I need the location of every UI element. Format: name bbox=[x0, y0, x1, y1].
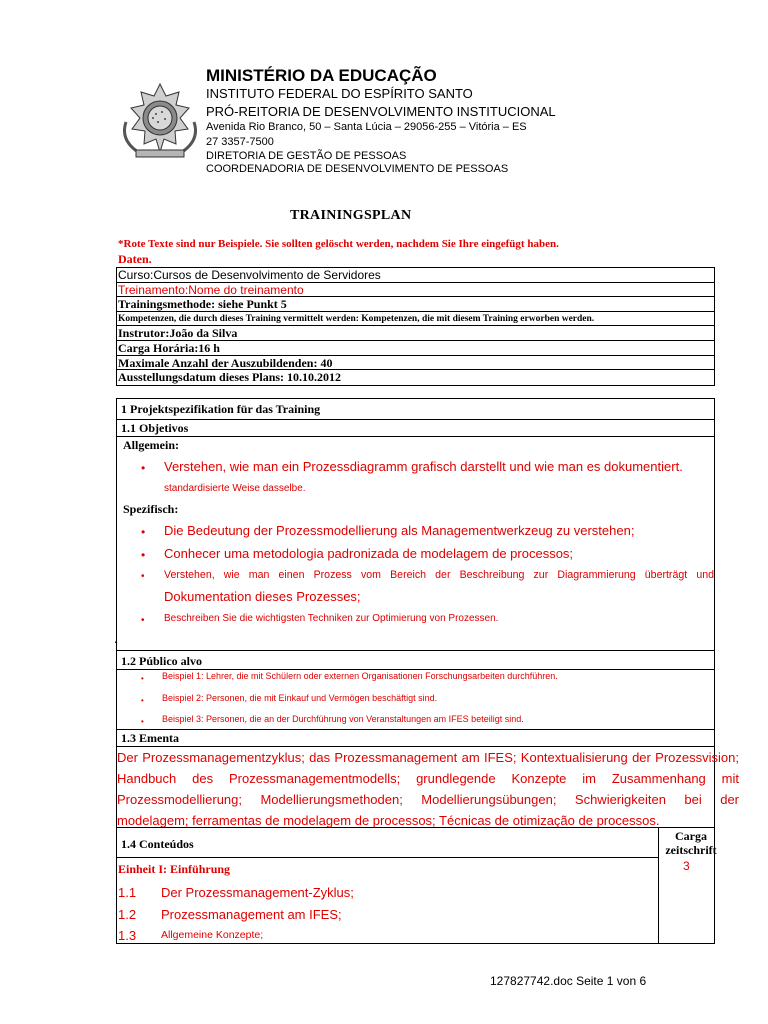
info-row-treinamento: Treinamento:Nome do treinamento bbox=[117, 283, 714, 298]
spec-table bbox=[116, 398, 739, 944]
info-row-carga: Carga Horária:16 h bbox=[117, 341, 714, 356]
content-number: 1.3 bbox=[118, 928, 137, 943]
coat-of-arms-icon bbox=[116, 82, 204, 164]
info-row-curso: Curso:Cursos de Desenvolvimento de Servidores bbox=[117, 268, 714, 283]
phone-line: 27 3357-7500 bbox=[206, 136, 274, 148]
spezifisch-item-3: Verstehen, wie man einen Prozess vom Bereich der Beschreibung zur Diagrammierung überträgt und bbox=[164, 569, 714, 581]
coordination-name: COORDENADORIA DE DESENVOLVIMENTO DE PESSOAS bbox=[206, 163, 509, 175]
allgemein-continuation: standardisierte Weise dasselbe. bbox=[164, 483, 306, 494]
einheit-heading: Einheit I: Einführung bbox=[118, 862, 231, 876]
directorate-name: DIRETORIA DE GESTÃO DE PESSOAS bbox=[206, 150, 407, 162]
ementa-text: Der Prozessmanagementzyklus; das Prozessmanagement am IFES; Kontextualisierung der Prozessvision; Handbuch des Prozessmanagementmodells; grundlegende Konzepte im Zusammenhang mit Prozessmodellierung; Modellierungsmethoden; Modellierungsübungen; Schwierigkeiten bei der modelagem; ferramentas de modelagem de processos; Técnicas de otimização de processos. bbox=[117, 750, 739, 828]
pro-rectorate-name: PRÓ-REITORIA DE DESENVOLVIMENTO INSTITUCIONAL bbox=[206, 104, 556, 119]
spezifisch-item-1: Die Bedeutung der Prozessmodellierung als Managementwerkzeug zu verstehen; bbox=[164, 523, 635, 538]
stray-bullet-mark: . bbox=[114, 632, 118, 647]
spezifisch-item-4: Beschreiben Sie die wichtigsten Techniken zur Optimierung von Prozessen. bbox=[164, 613, 499, 624]
bullet-icon: • bbox=[141, 461, 146, 475]
content-number: 1.1 bbox=[118, 885, 137, 900]
conteudos-heading: 1.4 Conteúdos bbox=[121, 837, 194, 851]
document-title: TRAININGSPLAN bbox=[290, 208, 412, 223]
address-line: Avenida Rio Branco, 50 – Santa Lúcia – 29056-255 – Vitória – ES bbox=[206, 121, 527, 133]
info-row-max: Maximale Anzahl der Auszubildenden: 40 bbox=[117, 356, 714, 371]
bullet-icon: • bbox=[141, 717, 144, 726]
content-item-1: Der Prozessmanagement-Zyklus; bbox=[161, 885, 354, 900]
bullet-icon: • bbox=[141, 696, 144, 705]
info-row-datum: Ausstellungsdatum dieses Plans: 10.10.2012 bbox=[118, 370, 342, 385]
bullet-icon: • bbox=[141, 525, 146, 539]
spezifisch-item-2: Conhecer uma metodologia padronizada de modelagem de processos; bbox=[164, 546, 574, 561]
publico-item-1: Beispiel 1: Lehrer, die mit Schülern oder externen Organisationen Forschungsarbeiten durchführen. bbox=[162, 671, 558, 681]
red-text-note: *Rote Texte sind nur Beispiele. Sie sollten gelöscht werden, nachdem Sie Ihre eingefügt haben. bbox=[118, 238, 559, 250]
bullet-icon: • bbox=[141, 674, 144, 683]
ministry-heading: MINISTÉRIO DA EDUCAÇÃO bbox=[206, 66, 437, 85]
publico-heading: 1.2 Público alvo bbox=[121, 654, 203, 668]
info-row-instrutor: Instrutor:João da Silva bbox=[117, 326, 714, 341]
spezifisch-label: Spezifisch: bbox=[123, 502, 179, 516]
objetivos-heading: 1.1 Objetivos bbox=[121, 421, 189, 435]
allgemein-item: Verstehen, wie man ein Prozessdiagramm grafisch darstellt und wie man es dokumentiert. bbox=[164, 459, 683, 474]
content-item-2: Prozessmanagement am IFES; bbox=[161, 907, 342, 922]
info-table bbox=[116, 267, 715, 386]
content-item-3: Allgemeine Konzepte; bbox=[161, 929, 264, 941]
page-footer: 127827742.doc Seite 1 von 6 bbox=[490, 974, 647, 988]
spec-heading: 1 Projektspezifikation für das Training bbox=[121, 402, 321, 416]
spezifisch-item-3-cont: Dokumentation dieses Prozesses; bbox=[164, 589, 361, 604]
daten-label: Daten. bbox=[118, 252, 152, 266]
content-number: 1.2 bbox=[118, 907, 137, 922]
publico-item-2: Beispiel 2: Personen, die mit Einkauf und Vermögen beschäftigt sind. bbox=[162, 693, 438, 703]
allgemein-label: Allgemein: bbox=[123, 438, 179, 452]
info-row-methode: Trainingsmethode: siehe Punkt 5 bbox=[117, 297, 714, 312]
bullet-icon: • bbox=[141, 548, 146, 562]
bullet-icon: • bbox=[141, 571, 145, 582]
carga-column-heading: Carga zeitschrift bbox=[665, 829, 717, 857]
publico-item-3: Beispiel 3: Personen, die an der Durchführung von Veranstaltungen am IFES beteiligt sind. bbox=[162, 714, 524, 724]
ementa-heading: 1.3 Ementa bbox=[121, 731, 179, 745]
institute-name: INSTITUTO FEDERAL DO ESPÍRITO SANTO bbox=[206, 86, 473, 101]
einheit-hours: 3 bbox=[683, 859, 690, 873]
info-row-kompetenzen: Kompetenzen, die durch dieses Training vermittelt werden: Kompetenzen, die mit diesem Training erworben werden. bbox=[117, 312, 714, 327]
bullet-icon: • bbox=[141, 615, 145, 626]
